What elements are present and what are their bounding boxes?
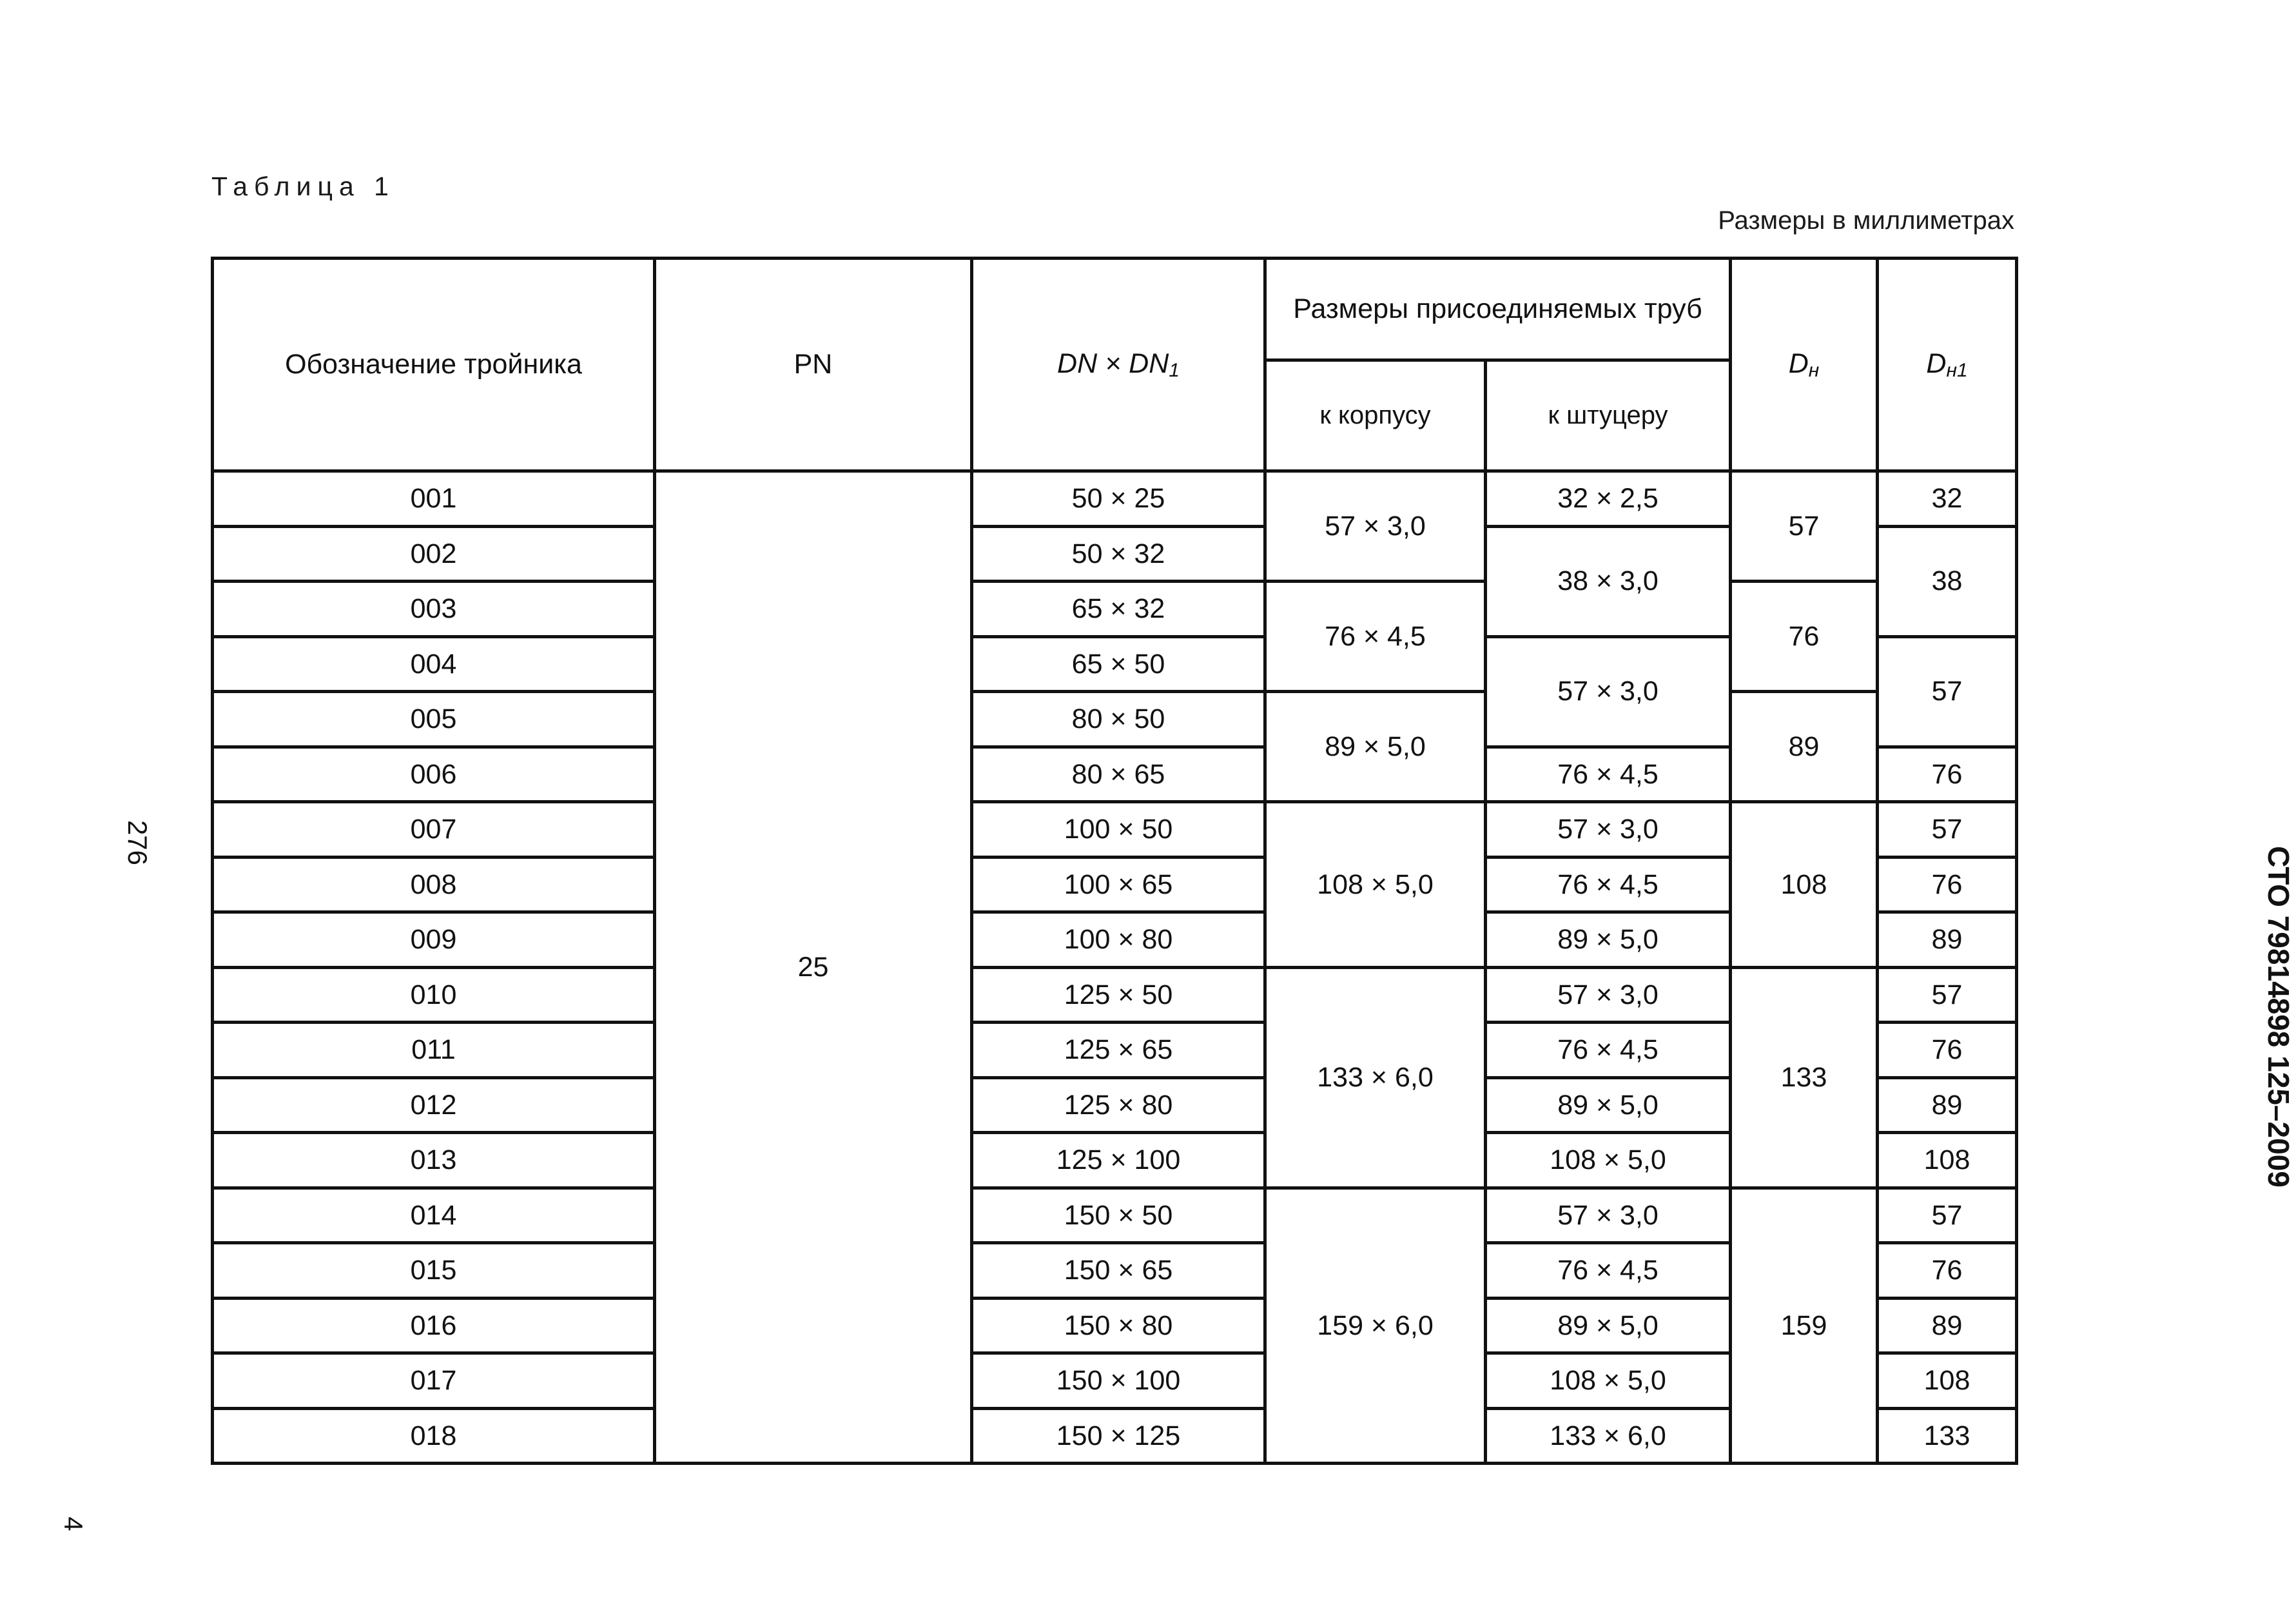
fitting-pipe-cell: 89 × 5,0 <box>1486 912 1731 968</box>
header-dn <box>972 259 1265 471</box>
fitting-pipe-cell: 108 × 5,0 <box>1486 1353 1731 1409</box>
fitting-pipe-cell: 76 × 4,5 <box>1486 747 1731 802</box>
designation-cell: 006 <box>213 747 655 802</box>
table-row <box>213 1188 2017 1243</box>
body-pipe-cell: 89 × 5,0 <box>1265 692 1486 802</box>
dn-cell: 100 × 65 <box>972 857 1265 912</box>
designation-cell: 015 <box>213 1243 655 1299</box>
fitting-pipe-cell: 57 × 3,0 <box>1486 802 1731 858</box>
fitting-pipe-cell: 76 × 4,5 <box>1486 1243 1731 1299</box>
fitting-pipe-cell: 76 × 4,5 <box>1486 1023 1731 1078</box>
dh-cell: 159 <box>1731 1188 1878 1464</box>
dh1-cell: 76 <box>1878 747 2017 802</box>
units-note: Размеры в миллиметрах <box>1718 206 2014 235</box>
dh1-cell: 76 <box>1878 857 2017 912</box>
dn-cell: 150 × 80 <box>972 1298 1265 1353</box>
designation-cell: 002 <box>213 526 655 582</box>
page-number-side: 276 <box>122 819 153 866</box>
header-to-body: к корпусу <box>1265 360 1486 471</box>
dn-cell: 80 × 65 <box>972 747 1265 802</box>
header-dh <box>1731 259 1878 471</box>
dh1-cell: 57 <box>1878 967 2017 1023</box>
dh-cell: 76 <box>1731 582 1878 692</box>
table-row <box>213 692 2017 747</box>
body-pipe-cell: 133 × 6,0 <box>1265 967 1486 1188</box>
designation-cell: 012 <box>213 1077 655 1133</box>
dh1-cell: 76 <box>1878 1023 2017 1078</box>
designation-cell: 004 <box>213 636 655 692</box>
fitting-pipe-cell: 57 × 3,0 <box>1486 636 1731 747</box>
dh-cell: 89 <box>1731 692 1878 802</box>
header-dn-main: DN × DN <box>1057 348 1169 379</box>
header-dh1-main: D <box>1926 348 1947 379</box>
designation-cell: 009 <box>213 912 655 968</box>
designation-cell: 013 <box>213 1133 655 1188</box>
dn-cell: 50 × 25 <box>972 471 1265 527</box>
dn-cell: 100 × 80 <box>972 912 1265 968</box>
designation-cell: 018 <box>213 1408 655 1464</box>
body-pipe-cell: 159 × 6,0 <box>1265 1188 1486 1464</box>
standard-code: СТО 79814898 125–2009 <box>2262 846 2295 1188</box>
designation-cell: 007 <box>213 802 655 858</box>
dh1-cell: 108 <box>1878 1133 2017 1188</box>
table-row <box>213 967 2017 1023</box>
fitting-pipe-cell: 108 × 5,0 <box>1486 1133 1731 1188</box>
dh-cell: 108 <box>1731 802 1878 968</box>
dh1-cell: 76 <box>1878 1243 2017 1299</box>
dn-cell: 150 × 50 <box>972 1188 1265 1243</box>
dh1-cell: 89 <box>1878 1298 2017 1353</box>
dn-cell: 125 × 65 <box>972 1023 1265 1078</box>
body-pipe-cell: 57 × 3,0 <box>1265 471 1486 582</box>
table-row <box>213 582 2017 637</box>
dh1-cell: 89 <box>1878 1077 2017 1133</box>
header-pn: PN <box>655 259 972 471</box>
fitting-pipe-cell: 57 × 3,0 <box>1486 1188 1731 1243</box>
header-to-fitting: к штуцеру <box>1486 360 1731 471</box>
dn-cell: 125 × 100 <box>972 1133 1265 1188</box>
dh1-cell: 38 <box>1878 526 2017 636</box>
header-designation: Обозначение тройника <box>213 259 655 471</box>
designation-cell: 010 <box>213 967 655 1023</box>
fitting-pipe-cell: 57 × 3,0 <box>1486 967 1731 1023</box>
designation-cell: 003 <box>213 582 655 637</box>
dn-cell: 125 × 80 <box>972 1077 1265 1133</box>
dh-cell: 57 <box>1731 471 1878 582</box>
designation-cell: 008 <box>213 857 655 912</box>
body-pipe-cell: 76 × 4,5 <box>1265 582 1486 692</box>
header-dh1-sub: н1 <box>1946 359 1968 381</box>
dh1-cell: 133 <box>1878 1408 2017 1464</box>
header-dh-sub: н <box>1808 359 1820 381</box>
fitting-pipe-cell: 89 × 5,0 <box>1486 1077 1731 1133</box>
designation-cell: 014 <box>213 1188 655 1243</box>
dn-cell: 125 × 50 <box>972 967 1265 1023</box>
header-pipes-group: Размеры присоединяемых труб <box>1265 259 1731 360</box>
designation-cell: 011 <box>213 1023 655 1078</box>
table-row <box>213 471 2017 527</box>
body-pipe-cell: 108 × 5,0 <box>1265 802 1486 968</box>
dh1-cell: 57 <box>1878 636 2017 747</box>
fitting-pipe-cell: 76 × 4,5 <box>1486 857 1731 912</box>
dn-cell: 150 × 100 <box>972 1353 1265 1409</box>
dn-cell: 80 × 50 <box>972 692 1265 747</box>
dn-cell: 100 × 50 <box>972 802 1265 858</box>
header-dh-main: D <box>1788 348 1809 379</box>
fitting-pipe-cell: 89 × 5,0 <box>1486 1298 1731 1353</box>
dh1-cell: 32 <box>1878 471 2017 527</box>
page-number-bottom: 4 <box>59 1516 88 1531</box>
designation-cell: 016 <box>213 1298 655 1353</box>
table-caption: Таблица 1 <box>211 172 395 201</box>
dn-cell: 65 × 32 <box>972 582 1265 637</box>
header-dh1 <box>1878 259 2017 471</box>
dh1-cell: 57 <box>1878 1188 2017 1243</box>
dh1-cell: 57 <box>1878 802 2017 858</box>
tee-dimensions-table <box>211 257 2018 1465</box>
pn-cell: 25 <box>655 471 972 1464</box>
designation-cell: 017 <box>213 1353 655 1409</box>
dn-cell: 65 × 50 <box>972 636 1265 692</box>
dn-cell: 50 × 32 <box>972 526 1265 582</box>
dh1-cell: 89 <box>1878 912 2017 968</box>
dn-cell: 150 × 65 <box>972 1243 1265 1299</box>
fitting-pipe-cell: 133 × 6,0 <box>1486 1408 1731 1464</box>
dh1-cell: 108 <box>1878 1353 2017 1409</box>
dn-cell: 150 × 125 <box>972 1408 1265 1464</box>
fitting-pipe-cell: 32 × 2,5 <box>1486 471 1731 527</box>
designation-cell: 001 <box>213 471 655 527</box>
header-dn-sub: 1 <box>1169 359 1180 381</box>
fitting-pipe-cell: 38 × 3,0 <box>1486 526 1731 636</box>
designation-cell: 005 <box>213 692 655 747</box>
table-row <box>213 802 2017 858</box>
dh-cell: 133 <box>1731 967 1878 1188</box>
